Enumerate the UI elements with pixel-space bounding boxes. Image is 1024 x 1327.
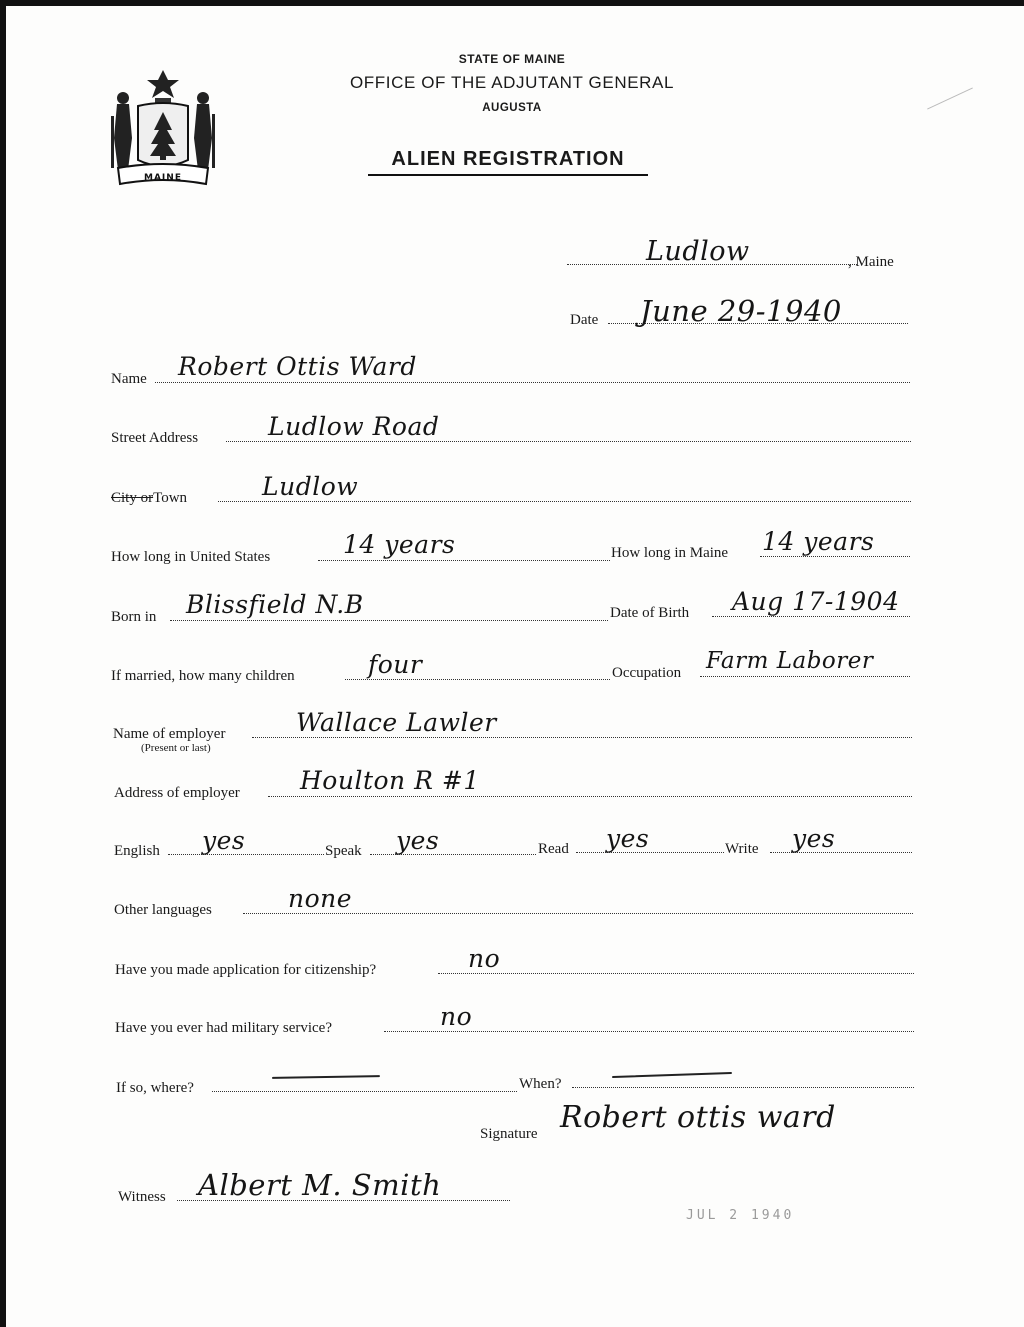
english-line xyxy=(168,854,324,855)
city-town-label xyxy=(111,490,187,507)
header-office: OFFICE OF THE ADJUTANT GENERAL xyxy=(349,73,675,92)
how-long-maine-line xyxy=(760,556,910,557)
children-line xyxy=(345,679,610,680)
scan-border-left xyxy=(0,0,6,1327)
employer-name-line xyxy=(252,737,912,738)
occupation-label: Occupation xyxy=(612,665,682,681)
born-in-value: Blissfield N.B xyxy=(186,590,364,619)
born-in-label: Born in xyxy=(111,609,157,625)
employer-address-line xyxy=(268,796,912,797)
witness-label: Witness xyxy=(118,1189,166,1205)
employer-name-value: Wallace Lawler xyxy=(296,708,497,737)
english-label: English xyxy=(114,843,160,859)
read-value: yes xyxy=(606,824,650,853)
speak-label: Speak xyxy=(325,843,362,859)
street-address-value: Ludlow Road xyxy=(268,412,440,441)
employer-name-label: Name of employer xyxy=(113,726,226,742)
other-languages-label: Other languages xyxy=(114,902,212,918)
header-state: STATE OF MAINE xyxy=(458,52,566,66)
place-suffix: , Maine xyxy=(848,254,894,270)
place-value: Ludlow xyxy=(646,236,750,267)
witness-value: Albert M. Smith xyxy=(198,1168,442,1202)
form-title: ALIEN REGISTRATION xyxy=(368,148,648,176)
citizenship-value: no xyxy=(468,944,501,973)
city-town-line xyxy=(218,501,911,502)
when-line xyxy=(572,1087,914,1088)
english-value: yes xyxy=(202,826,246,855)
received-stamp: JUL 2 1940 xyxy=(686,1208,795,1223)
date-value: June 29-1940 xyxy=(640,294,842,328)
write-label: Write xyxy=(725,841,759,857)
street-address-line xyxy=(226,441,911,442)
date-label: Date xyxy=(570,312,599,328)
how-long-maine-value: 14 years xyxy=(762,527,875,556)
date-of-birth-value: Aug 17-1904 xyxy=(732,587,900,616)
when-label: When? xyxy=(519,1076,562,1092)
children-value: four xyxy=(368,650,423,679)
name-label: Name xyxy=(111,371,147,387)
born-in-line xyxy=(170,620,608,621)
write-value: yes xyxy=(792,824,836,853)
citizenship-label: Have you made application for citizenship? xyxy=(115,962,377,978)
citizenship-line xyxy=(438,973,914,974)
city-label-struck: City or xyxy=(111,490,154,506)
town-label: Town xyxy=(153,490,188,506)
other-languages-value: none xyxy=(288,884,353,913)
street-address-label: Street Address xyxy=(111,430,199,446)
military-value: no xyxy=(440,1002,473,1031)
city-town-value: Ludlow xyxy=(262,472,359,501)
how-long-us-line xyxy=(318,560,610,561)
employer-address-value: Houlton R #1 xyxy=(300,766,480,795)
date-of-birth-label: Date of Birth xyxy=(610,605,690,621)
military-line xyxy=(384,1031,914,1032)
how-long-us-value: 14 years xyxy=(343,530,456,559)
signature-label: Signature xyxy=(480,1126,538,1142)
read-line xyxy=(576,852,724,853)
svg-text:MAINE: MAINE xyxy=(144,173,182,183)
occupation-line xyxy=(700,676,910,677)
where-dash xyxy=(272,1075,380,1079)
speak-value: yes xyxy=(396,826,440,855)
where-line xyxy=(212,1091,517,1092)
employer-address-label: Address of employer xyxy=(114,785,240,801)
header-city: AUGUSTA xyxy=(482,102,542,114)
name-line xyxy=(155,382,910,383)
other-languages-line xyxy=(243,913,913,914)
where-label: If so, where? xyxy=(116,1080,194,1096)
signature-value: Robert ottis ward xyxy=(560,1100,836,1135)
how-long-us-label: How long in United States xyxy=(111,549,271,565)
scan-border-top xyxy=(0,0,1024,6)
name-value: Robert Ottis Ward xyxy=(178,352,417,381)
read-label: Read xyxy=(538,841,569,857)
how-long-maine-label: How long in Maine xyxy=(611,545,729,561)
occupation-value: Farm Laborer xyxy=(706,648,874,674)
speak-line xyxy=(370,854,536,855)
children-label: If married, how many children xyxy=(111,668,295,684)
employer-name-sublabel: (Present or last) xyxy=(141,742,211,754)
date-of-birth-line xyxy=(712,616,910,617)
when-dash xyxy=(612,1072,732,1078)
military-label: Have you ever had military service? xyxy=(115,1020,332,1036)
